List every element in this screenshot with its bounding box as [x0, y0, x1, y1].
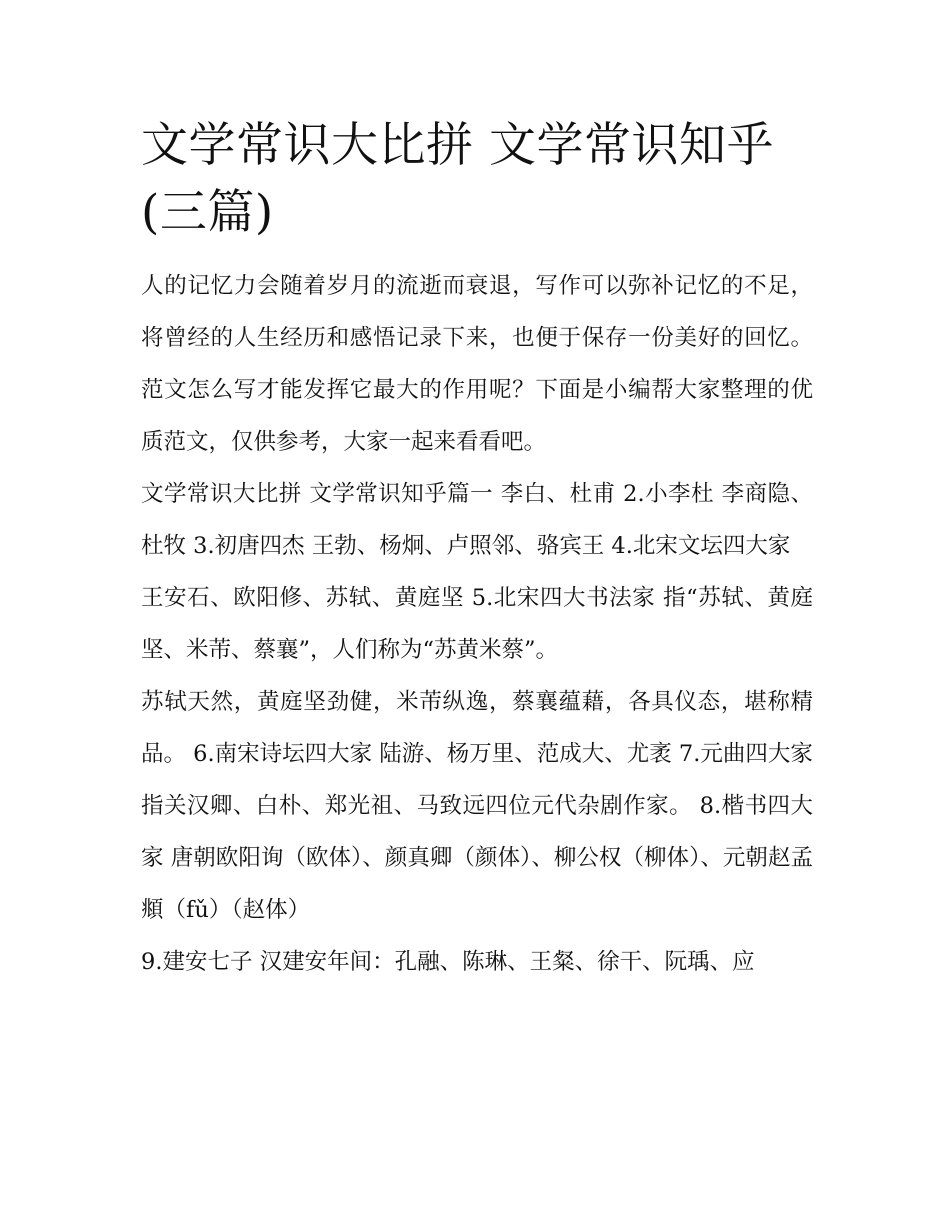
paragraph-calligraphy: 王安石、欧阳修、苏轼、黄庭坚 5.北宋四大书法家 指“苏轼、黄庭坚、米芾、蔡襄”，人们称为“苏黄米蔡”。: [141, 585, 813, 663]
paragraph-section-one: 文学常识大比拼 文学常识知乎篇一 李白、杜甫 2.小李杜 李商隐、杜牧 3.初唐四杰 王勃、杨炯、卢照邻、骆宾王 4.北宋文坛四大家: [141, 481, 813, 559]
paragraph-jianan: 9.建安七子 汉建安年间：孔融、陈琳、王粲、徐干、阮瑀、应: [141, 949, 755, 975]
paragraph-styles: 苏轼天然，黄庭坚劲健，米芾纵逸，蔡襄蕴藉，各具仪态，堪称精品。 6.南宋诗坛四大家 陆游、杨万里、范成大、尤袤 7.元曲四大家: [141, 689, 813, 767]
document-title: 文学常识大比拼 文学常识知乎(三篇): [141, 118, 774, 240]
document-page: [141, 112, 813, 988]
paragraph-yuanqu: 指关汉卿、白朴、郑光祖、马致远四位元代杂剧作家。 8.楷书四大家 唐朝欧阳询（欧体）、颜真卿（颜体）、柳公权（柳体）、元朝赵孟頫（fǔ）（赵体）: [141, 793, 813, 923]
paragraph-intro: 人的记忆力会随着岁月的流逝而衰退，写作可以弥补记忆的不足，将曾经的人生经历和感悟记录下来，也便于保存一份美好的回忆。范文怎么写才能发挥它最大的作用呢？下面是小编帮大家整理的优质范文，仅供参考，大家一起来看看吧。: [141, 273, 813, 455]
